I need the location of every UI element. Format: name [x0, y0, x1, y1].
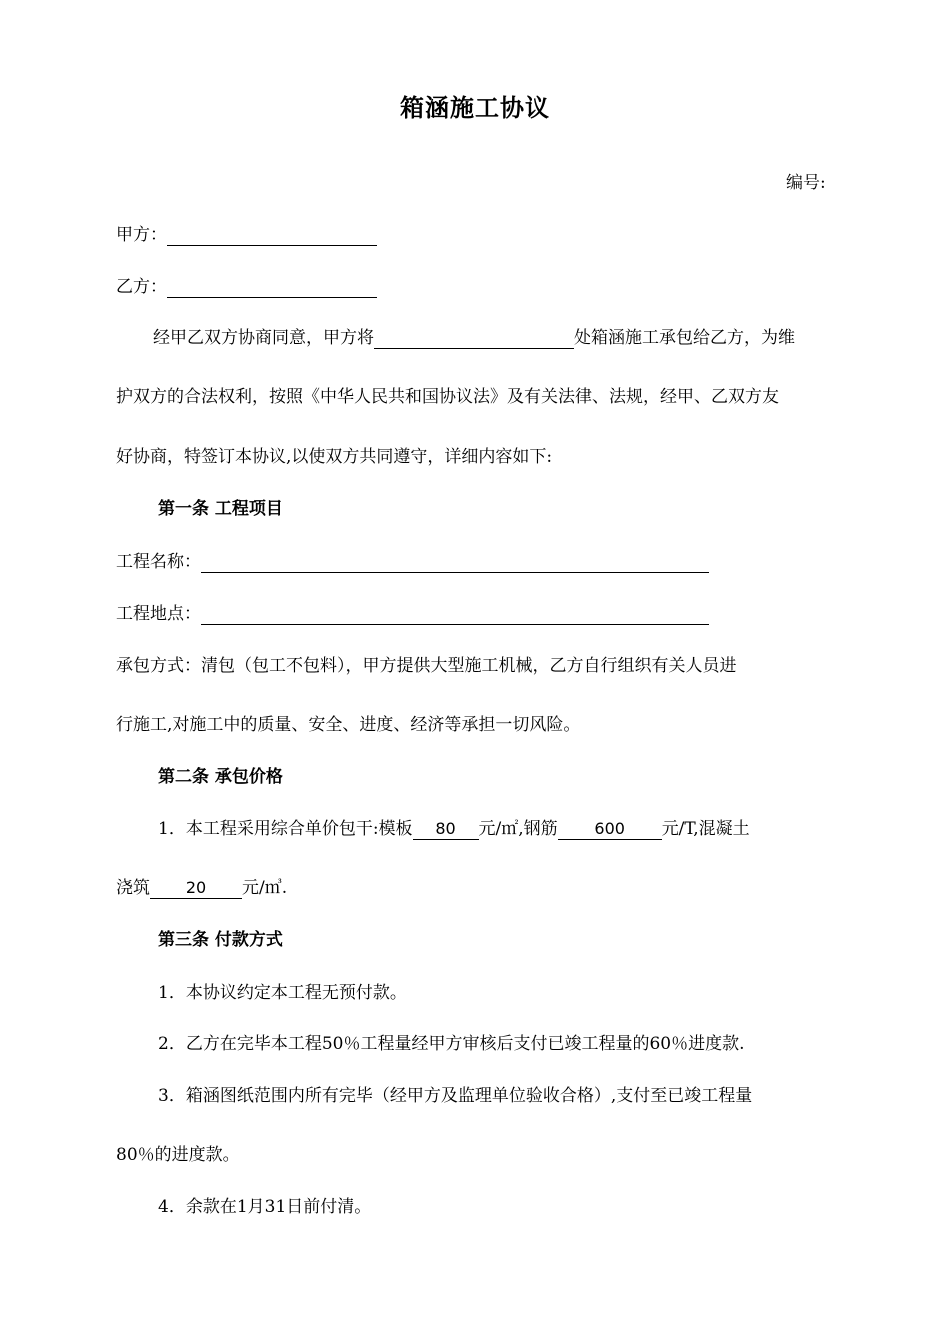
- intro-line-1-pre: 经甲乙双方协商同意，甲方将: [153, 328, 374, 348]
- party-b-blank: [167, 279, 377, 298]
- payment-item-3-line-2: 80％的进度款。: [116, 1145, 240, 1165]
- project-name-line: [116, 551, 709, 573]
- payment-item-4: 4．余款在1月31日前付清。: [158, 1197, 372, 1217]
- rebar-price: 600: [558, 819, 662, 840]
- intro-line-2: 护双方的合法权利，按照《中华人民共和国协议法》及有关法律、法规，经甲、乙双方友: [116, 387, 779, 407]
- price-line-2-pre: 浇筑: [116, 878, 150, 898]
- intro-line-3: 好协商，特签订本协议,以使双方共同遵守，详细内容如下:: [116, 447, 553, 467]
- contract-method-line-1: 承包方式：清包（包工不包料），甲方提供大型施工机械，乙方自行组织有关人员进: [116, 656, 737, 676]
- intro-line-1: [153, 327, 795, 349]
- price-line-1-mid1: 元/㎡,钢筋: [478, 819, 558, 839]
- payment-item-3-line-1: 3．箱涵图纸范围内所有完毕（经甲方及监理单位验收合格）,支付至已竣工程量: [158, 1086, 753, 1106]
- party-a-blank: [167, 227, 377, 246]
- project-location-line: [116, 603, 709, 625]
- payment-item-1: 1．本协议约定本工程无预付款。: [158, 983, 407, 1003]
- party-b-label: 乙方：: [116, 277, 167, 297]
- project-name-label: 工程名称：: [116, 552, 201, 572]
- party-a-line: [116, 224, 377, 246]
- payment-item-2: 2．乙方在完毕本工程50％工程量经甲方审核后支付已竣工程量的60％进度款.: [158, 1034, 745, 1054]
- number-label: 编号:: [786, 173, 826, 193]
- price-line-2: [116, 877, 287, 899]
- price-line-1-mid2: 元/T,混凝土: [661, 819, 750, 839]
- price-line-1: [158, 818, 750, 840]
- article-3-heading: 第三条 付款方式: [158, 930, 283, 950]
- document-title: 箱涵施工协议: [400, 94, 550, 122]
- article-1-heading: 第一条 工程项目: [158, 499, 283, 519]
- article-2-heading: 第二条 承包价格: [158, 767, 283, 787]
- party-a-label: 甲方：: [116, 225, 167, 245]
- project-location-label: 工程地点：: [116, 604, 201, 624]
- intro-line-1-post: 处箱涵施工承包给乙方，为维: [574, 328, 795, 348]
- contract-method-line-2: 行施工,对施工中的质量、安全、进度、经济等承担一切风险。: [116, 715, 581, 735]
- party-b-line: [116, 276, 377, 298]
- project-name-blank: [201, 554, 709, 573]
- concrete-price: 20: [150, 878, 242, 899]
- price-line-2-post: 元/㎥.: [242, 878, 288, 898]
- project-location-blank: [201, 606, 709, 625]
- price-line-1-pre: 1．本工程采用综合单价包干:模板: [158, 819, 413, 839]
- intro-location-blank: [374, 330, 574, 349]
- formwork-price: 80: [413, 819, 479, 840]
